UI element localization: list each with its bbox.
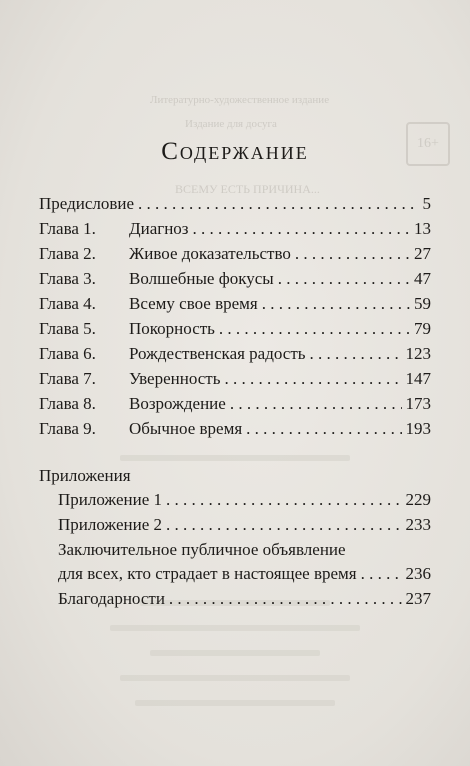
toc-entry-chapter [39, 217, 431, 241]
leader-dots [361, 562, 402, 586]
page-number: 79 [414, 319, 431, 338]
page-number: 5 [422, 194, 431, 213]
leader-dots [219, 317, 410, 341]
chapter-label: Глава 1. [39, 219, 96, 238]
chapter-label: Глава 8. [39, 394, 96, 413]
toc-entry-preface [39, 192, 431, 216]
toc-entry-chapter [39, 242, 431, 266]
leader-dots [262, 292, 410, 316]
entry-title: Живое доказательство [129, 244, 291, 263]
toc-entry-thanks [58, 587, 431, 611]
leader-dots [138, 192, 418, 216]
bleed-through-line [110, 625, 360, 631]
entry-title: Возрождение [129, 394, 226, 413]
entry-title: Всему свое время [129, 294, 258, 313]
leader-dots [246, 417, 401, 441]
appendices-heading: Приложения [39, 466, 131, 485]
chapter-label: Глава 6. [39, 344, 96, 363]
bleed-through-line: Литературно-художественное издание [150, 94, 330, 106]
leader-dots [169, 587, 402, 611]
page-number: 193 [405, 419, 431, 438]
entry-title: Волшебные фокусы [129, 269, 274, 288]
chapter-label: Глава 5. [39, 319, 96, 338]
toc-entry-chapter [39, 367, 431, 391]
bleed-through-line [150, 650, 320, 656]
entry-title: Уверенность [129, 369, 221, 388]
page-number: 236 [405, 564, 431, 583]
page-number: 229 [405, 490, 431, 509]
page-number: 47 [414, 269, 431, 288]
entry-title: Приложение 1 [58, 490, 162, 509]
entry-title-line2: для всех, кто страдает в настоящее время [58, 564, 357, 583]
toc-entry-chapter [39, 267, 431, 291]
bleed-through-line: Издание для досуга [185, 118, 277, 130]
chapter-label: Глава 9. [39, 419, 96, 438]
page-number: 173 [405, 394, 431, 413]
bleed-through-line [120, 675, 350, 681]
toc-entry-appendix [58, 488, 431, 512]
toc-entry-chapter [39, 417, 431, 441]
toc-entry-chapter [39, 317, 431, 341]
page-number: 123 [405, 344, 431, 363]
entry-title: Рождественская радость [129, 344, 306, 363]
page-number: 237 [405, 589, 431, 608]
leader-dots [230, 392, 402, 416]
entry-title: Покорность [129, 319, 215, 338]
leader-dots [310, 342, 402, 366]
entry-title: Обычное время [129, 419, 243, 438]
entry-title: Предисловие [39, 194, 135, 213]
age-rating-badge: 16+ [406, 122, 450, 166]
page-number: 147 [405, 369, 431, 388]
chapter-label: Глава 2. [39, 244, 96, 263]
bleed-through-line [135, 700, 335, 706]
bleed-through-line: ВСЕМУ ЕСТЬ ПРИЧИНА... [175, 182, 320, 196]
page-number: 59 [414, 294, 431, 313]
chapter-label: Глава 4. [39, 294, 96, 313]
toc-entry-appendix [58, 513, 431, 537]
page-title: Содержание [161, 138, 309, 165]
page-number: 233 [405, 515, 431, 534]
page-number: 13 [414, 219, 431, 238]
leader-dots [224, 367, 401, 391]
leader-dots [295, 242, 410, 266]
entry-title-line1: Заключительное публичное объявление [58, 540, 346, 559]
entry-title: Приложение 2 [58, 515, 162, 534]
toc-entry-chapter [39, 342, 431, 366]
page-number: 27 [414, 244, 431, 263]
entry-title: Диагноз [129, 219, 189, 238]
chapter-label: Глава 7. [39, 369, 96, 388]
entry-title: Благодарности [58, 589, 165, 608]
chapter-label: Глава 3. [39, 269, 96, 288]
leader-dots [166, 513, 402, 537]
toc-entry-chapter [39, 392, 431, 416]
bleed-through-line [120, 455, 350, 461]
toc-entry-chapter [39, 292, 431, 316]
leader-dots [166, 488, 402, 512]
toc-entry-announcement [58, 562, 431, 586]
leader-dots [193, 217, 410, 241]
leader-dots [278, 267, 410, 291]
